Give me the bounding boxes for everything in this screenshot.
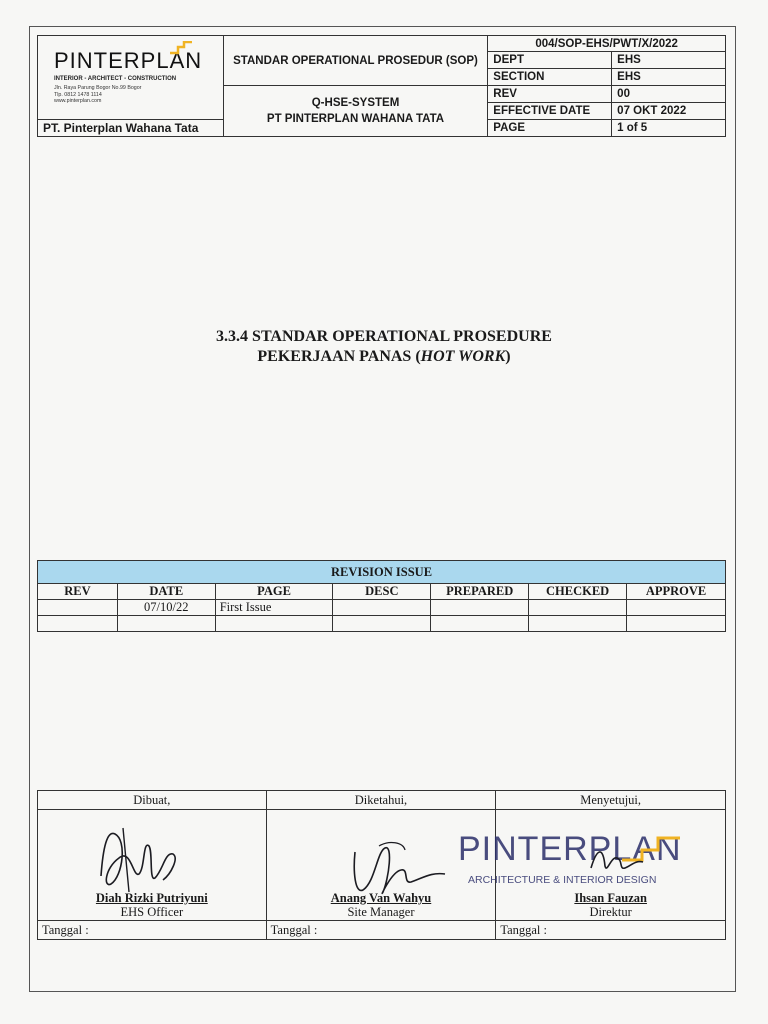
cell-desc [333,600,431,616]
dept-value: EHS [612,52,726,69]
logo-placeholder-cell-2 [38,86,224,103]
cell-page [215,616,333,632]
handwritten-signature [345,832,465,902]
signatory-role: Direktur [589,905,632,919]
sig-title-prepared: Dibuat, [38,791,267,810]
effective-date-label: EFFECTIVE DATE [488,103,612,120]
system-name: Q-HSE-SYSTEM [311,97,400,109]
company-caps: PT PINTERPLAN WAHANA TATA [266,113,445,125]
company-name-cell: PT. Pinterplan Wahana Tata [38,120,224,137]
doc-type-cell: STANDAR OPERATIONAL PROSEDUR (SOP) [223,36,488,86]
logo-placeholder-cell [38,36,224,86]
title-prefix: PEKERJAAN PANAS ( [257,348,421,365]
logo-tagline: INTERIOR - ARCHITECT - CONSTRUCTION [54,76,177,82]
section-label: SECTION [488,69,612,86]
signatory-role: EHS Officer [120,905,184,919]
title-line-2 [0,347,768,367]
revision-heading: REVISION ISSUE [38,561,726,584]
cell-page: First Issue [215,600,333,616]
handwritten-signature [93,818,183,898]
date-field-prepared: Tanggal : [38,921,267,940]
date-field-acknowledged: Tanggal : [266,921,496,940]
doc-number: 004/SOP-EHS/PWT/X/2022 [488,36,726,52]
cell-checked [529,616,627,632]
col-checked: CHECKED [529,584,627,600]
col-rev: REV [38,584,118,600]
logo-placeholder-cell-3 [38,103,224,120]
cell-rev [38,600,118,616]
cell-prepared [431,600,529,616]
signatory-name: Diah Rizki Putriyuni [95,891,208,905]
col-date: DATE [117,584,215,600]
signatory-name: Anang Van Wahyu [330,891,432,905]
table-row [38,616,726,632]
website-line: www.pinterplan.com [54,98,102,104]
cell-approve [627,600,726,616]
title-suffix: ) [505,348,511,365]
cell-approve [627,616,726,632]
signatory-name: Ihsan Fauzan [574,891,647,905]
col-page: PAGE [215,584,333,600]
section-value: EHS [612,69,726,86]
rev-value: 00 [612,86,726,103]
sig-title-acknowledged: Diketahui, [266,791,496,810]
logo-wordmark: PINTERPLAN [54,48,203,73]
address-line: Jln. Raya Parung Bogor No.99 Bogor [54,85,142,91]
date-field-approved: Tanggal : [496,921,726,940]
title-italic: HOT WORK [420,348,506,365]
title-line-1: 3.3.4 STANDAR OPERATIONAL PROSEDURE [216,328,552,345]
phone-line: Tlp. 0812 1478 1114 [54,91,102,98]
cell-checked [529,600,627,616]
stamp-subtext: ARCHITECTURE & INTERIOR DESIGN [468,874,657,886]
sig-title-approved: Menyetujui, [496,791,726,810]
document-title [0,327,768,367]
signatory-role: Site Manager [347,905,415,919]
dept-label: DEPT [488,52,612,69]
rev-label: REV [488,86,612,103]
cell-desc [333,616,431,632]
col-approve: APPROVE [627,584,726,600]
effective-date-value: 07 OKT 2022 [612,103,726,120]
cell-date [117,616,215,632]
signature-block-acknowledged [266,810,496,921]
document-header-table [37,35,726,137]
revision-table [37,560,726,632]
signature-block-approved [496,810,726,921]
page-value: 1 of 5 [612,120,726,137]
stamp-wordmark: PINTERPLAN [458,830,682,868]
signature-table [37,790,726,940]
col-desc: DESC [333,584,431,600]
cell-date: 07/10/22 [117,600,215,616]
cell-prepared [431,616,529,632]
system-cell [223,86,488,137]
table-row [38,600,726,616]
cell-rev [38,616,118,632]
signature-block-prepared [38,810,267,921]
col-prepared: PREPARED [431,584,529,600]
page-label: PAGE [488,120,612,137]
